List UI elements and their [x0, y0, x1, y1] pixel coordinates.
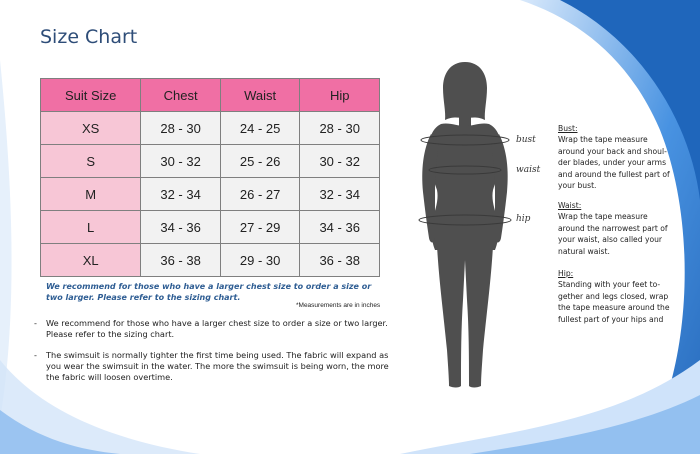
waist-cell: 24 - 25 — [220, 112, 300, 145]
hip-cell: 36 - 38 — [300, 244, 380, 277]
waist-line: natural waist. — [558, 246, 610, 256]
size-cell: XL — [41, 244, 141, 277]
notes-list — [34, 318, 396, 393]
table-row — [41, 178, 380, 211]
bullet-marker: - — [34, 318, 37, 328]
list-item-text: We recommend for those who have a larger chest size to order a size or two larger. Please refer to the sizing chart. — [46, 318, 388, 339]
bust-line: and around the fullest part of — [558, 169, 670, 179]
hip-line: gether and legs closed, wrap — [558, 291, 669, 301]
measurement-units-note: *Measurements are in inches — [296, 302, 381, 309]
waist-label: waist — [516, 165, 541, 175]
hip-line: Standing with your feet to- — [558, 280, 661, 290]
header-hip: Hip — [300, 79, 380, 112]
list-item — [34, 318, 396, 340]
hip-cell: 28 - 30 — [300, 112, 380, 145]
waist-heading: Waist: — [558, 201, 582, 210]
hip-label: hip — [516, 214, 531, 224]
list-item-text: The swimsuit is normally tighter the first time being used. The fabric will expand as you wear the swimsuit in the water. The more the swimsuit is being worn, the more the fabric will loosen overtime. — [46, 350, 389, 382]
bust-instructions — [558, 123, 698, 191]
bullet-marker: - — [34, 350, 37, 360]
hip-heading: Hip: — [558, 269, 574, 278]
size-cell: S — [41, 145, 141, 178]
bust-line: around your back and shoul- — [558, 146, 667, 156]
waist-instructions — [558, 200, 698, 257]
table-row — [41, 211, 380, 244]
waist-line: your waist, also called your — [558, 235, 663, 245]
table-row — [41, 244, 380, 277]
table-row — [41, 145, 380, 178]
bust-line: your bust. — [558, 181, 597, 191]
bust-heading: Bust: — [558, 124, 578, 133]
chest-cell: 30 - 32 — [141, 145, 221, 178]
size-table — [40, 78, 380, 277]
waist-line: Wrap the tape measure — [558, 212, 648, 222]
table-header-row — [41, 79, 380, 112]
chest-cell: 36 - 38 — [141, 244, 221, 277]
header-waist: Waist — [220, 79, 300, 112]
hip-cell: 32 - 34 — [300, 178, 380, 211]
table-row — [41, 112, 380, 145]
bust-line: der blades, under your arms — [558, 158, 667, 168]
hip-cell: 30 - 32 — [300, 145, 380, 178]
chest-cell: 34 - 36 — [141, 211, 221, 244]
hip-instructions — [558, 268, 698, 325]
hip-cell: 34 - 36 — [300, 211, 380, 244]
bust-line: Wrap the tape measure — [558, 135, 648, 145]
list-item — [34, 350, 396, 383]
hip-line: fullest part of your hips and — [558, 314, 664, 324]
waist-line: around the narrowest part of — [558, 223, 668, 233]
header-suit-size: Suit Size — [41, 79, 141, 112]
waist-cell: 25 - 26 — [220, 145, 300, 178]
size-cell: L — [41, 211, 141, 244]
bust-label: bust — [516, 135, 536, 145]
chest-cell: 32 - 34 — [141, 178, 221, 211]
hip-line: the tape measure around the — [558, 303, 670, 313]
size-cell: M — [41, 178, 141, 211]
chest-cell: 28 - 30 — [141, 112, 221, 145]
recommend-note: We recommend for those who have a larger chest size to order a size or two larger. Please refer to the sizing chart. — [46, 282, 372, 302]
waist-cell: 29 - 30 — [220, 244, 300, 277]
page-title: Size Chart — [40, 26, 138, 48]
header-chest: Chest — [141, 79, 221, 112]
waist-cell: 27 - 29 — [220, 211, 300, 244]
body-silhouette-icon — [405, 60, 525, 395]
size-cell: XS — [41, 112, 141, 145]
waist-cell: 26 - 27 — [220, 178, 300, 211]
